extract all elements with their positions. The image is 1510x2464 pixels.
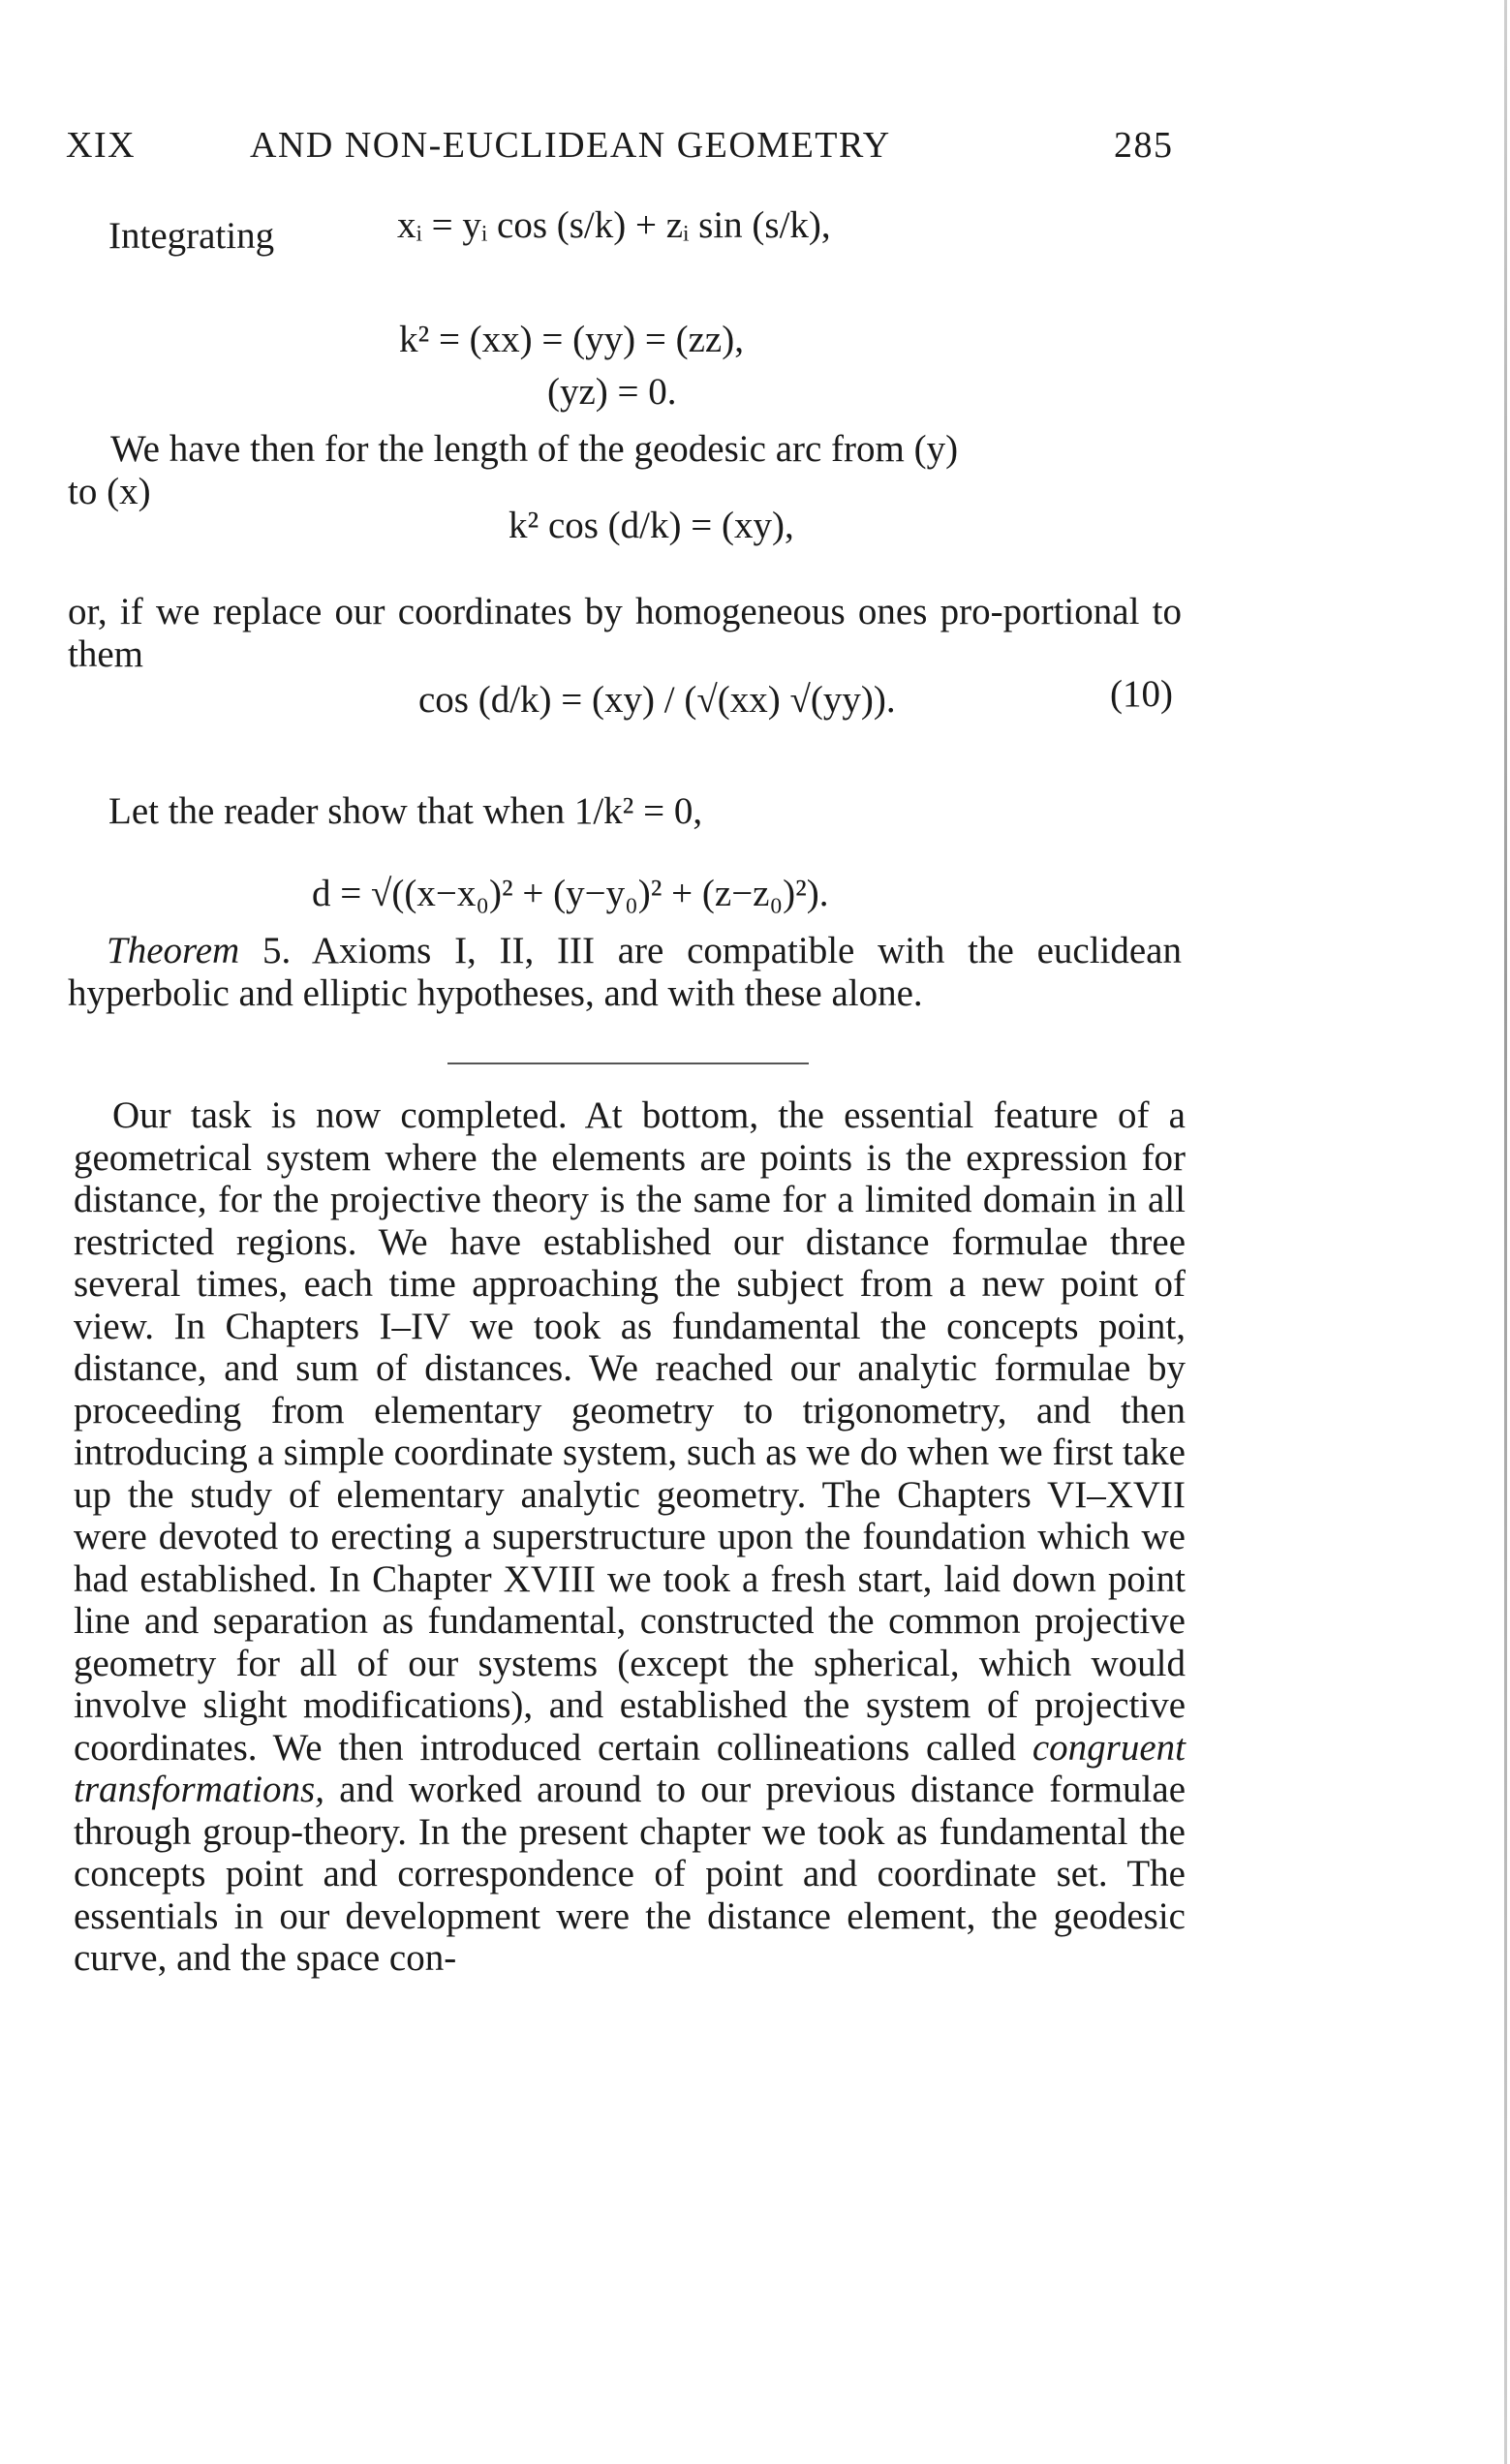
equation-norms: k² = (xx) = (yy) = (zz), bbox=[399, 319, 744, 360]
equation-euclidean-distance: d = √((x−x₀)² + (y−y₀)² + (z−z₀)²). bbox=[312, 873, 829, 914]
page-number: 285 bbox=[1114, 125, 1174, 166]
running-title: AND NON-EUCLIDEAN GEOMETRY bbox=[250, 125, 891, 166]
homogeneous-text: or, if we replace our coordinates by homogeneous ones pro-portional to them bbox=[68, 591, 1182, 675]
equation-orthogonal: (yz) = 0. bbox=[547, 371, 677, 413]
equation-10: cos (d/k) = (xy) / (√(xx) √(yy)). bbox=[418, 679, 896, 721]
theorem-text: Axioms I, II, III are compatible with the euclidean hyperbolic and elliptic hypotheses, and with these alone. bbox=[68, 930, 1182, 1014]
closing-paragraph bbox=[74, 1094, 1186, 1980]
page-edge-shadow bbox=[1504, 0, 1507, 2464]
reader-text: Let the reader show that when 1/k² = 0, bbox=[108, 790, 703, 832]
theorem-5 bbox=[68, 930, 1182, 1014]
geodesic-text-line1: We have then for the length of the geodesic arc from (y) bbox=[110, 428, 959, 470]
paragraph-part1: Our task is now completed. At bottom, the essential feature of a geometrical system where the elements are points is the expression for distance, for the projective theory is the same for a limited domain in all restricted regions. We have established our distance formulae three several times, each time approaching the subject from a new point of view. In Chapters I–IV we took as fundamental the concepts point, distance, and sum of distances. We reached our analytic formulae by proceeding from elementary geometry to trigonometry, and then introducing a simple coordinate system, such as we do when we first take up the study of elementary analytic geometry. The Chapters VI–XVII were devoted to erecting a superstructure upon the foundation which we had established. In Chapter XVIII we took a fresh start, laid down point line and separation as fundamental, constructed the common projective geometry for all of our systems (except the spherical, which would involve slight modifications), and established the system of projective coordinates. We then introduced certain collineations called bbox=[74, 1094, 1186, 1769]
chapter-number: XIX bbox=[66, 125, 137, 166]
congruent-transformations-term: congruent transformations, bbox=[74, 1726, 1186, 1810]
theorem-label: Theorem bbox=[107, 930, 240, 971]
equation-integrating-text: xᵢ = yᵢ cos (s/k) + zᵢ sin (s/k), bbox=[397, 204, 831, 246]
equation-number-10: (10) bbox=[1110, 673, 1173, 715]
integrating-label: Integrating bbox=[108, 215, 275, 257]
equation-integrating bbox=[397, 203, 831, 247]
geodesic-text-line2: to (x) bbox=[68, 471, 151, 512]
section-divider bbox=[447, 1063, 809, 1064]
theorem-number: 5. bbox=[262, 930, 292, 971]
equation-geodesic: k² cos (d/k) = (xy), bbox=[508, 505, 794, 546]
paragraph-part2: and worked around to our previous distance formulae through group-theory. In the present chapter we took as fundamental the concepts point and correspondence of point and coordinate set. The essentials in our development were the distance element, the geodesic curve, and the space con- bbox=[74, 1769, 1186, 1979]
